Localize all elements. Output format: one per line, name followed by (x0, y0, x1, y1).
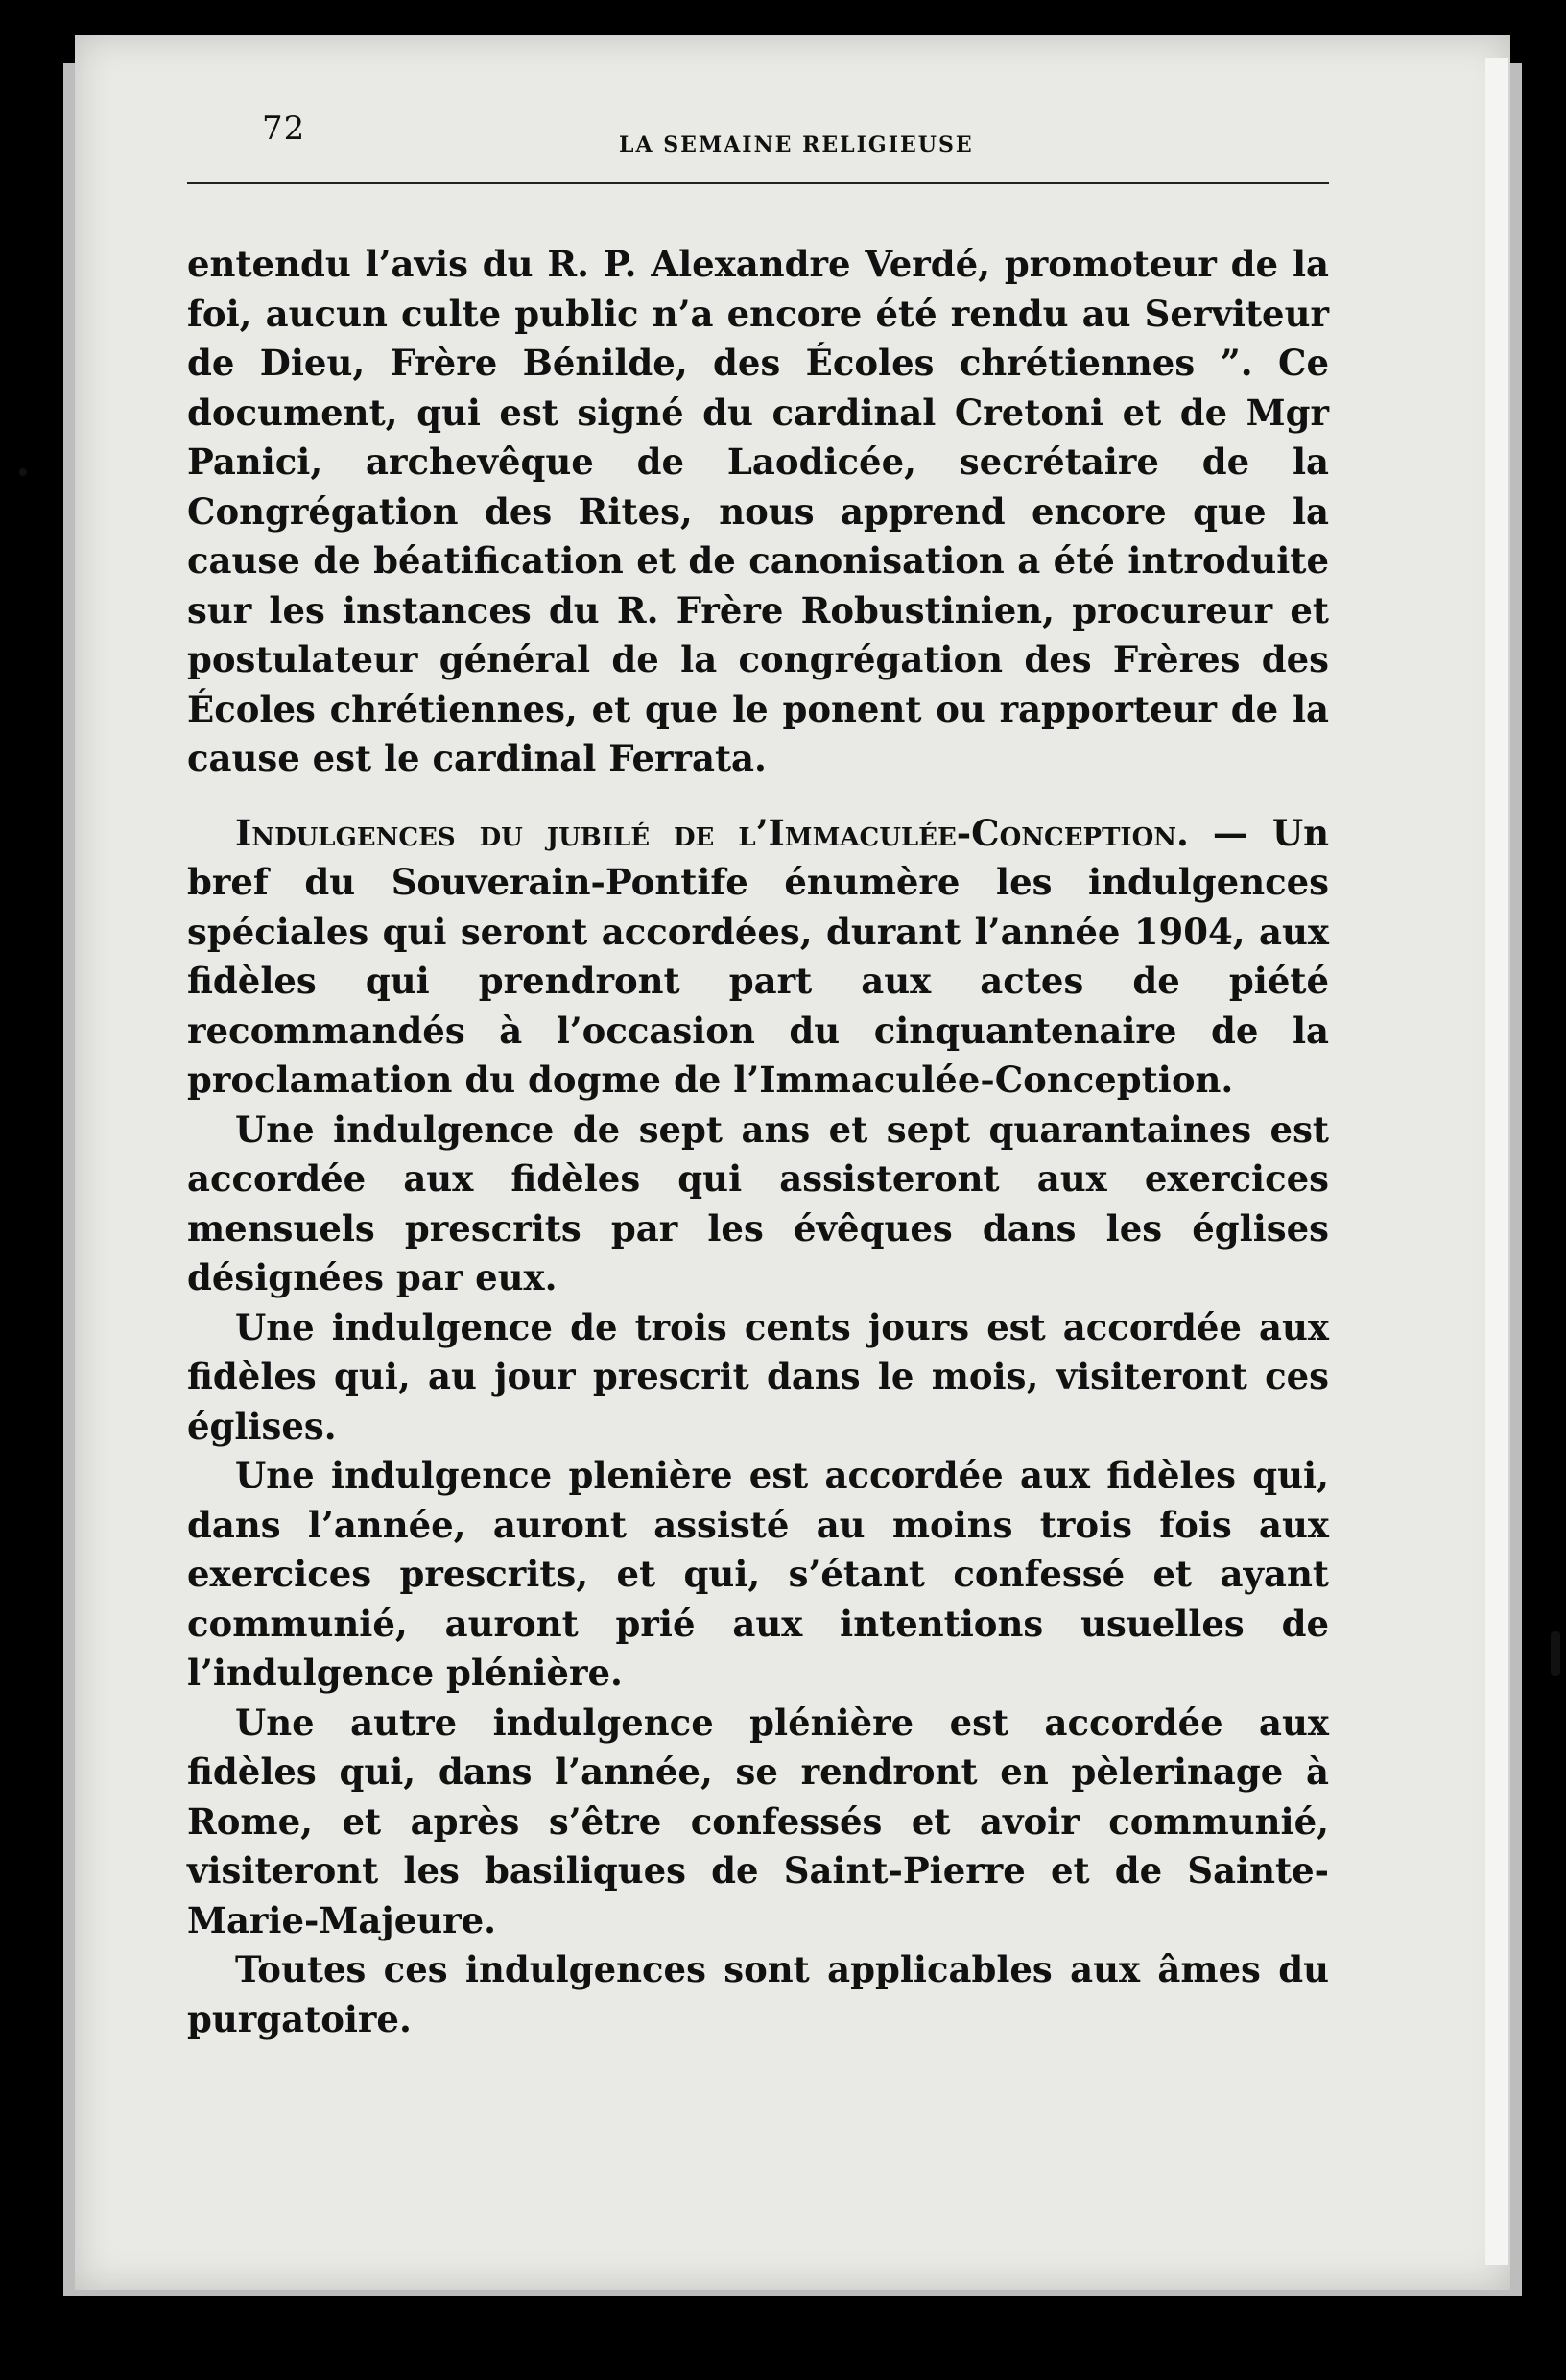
paragraph-text: — Un bref du Souverain-Pontife énumère les indulgences spéciales qui seront accordées, durant l’année 1904, aux fidèles qui prendront part aux actes de piété recommandés à l’occasion du cinquantenaire de la proclamation du dogme de l’Immaculée-Conception. (187, 811, 1329, 1101)
page-body (187, 240, 1329, 2044)
paragraph-continuation: entendu l’avis du R. P. Alexandre Verdé, promoteur de la foi, aucun culte public n’a encore été rendu au Serviteur de Dieu, Frère Bénilde, des Écoles chrétiennes ”. Ce document, qui est signé du cardinal Cretoni et de Mgr Panici, archevêque de Laodicée, secrétaire de la Congrégation des Rites, nous apprend encore que la cause de béatification et de canonisation a été introduite sur les instances du R. Frère Robustinien, procureur et postulateur général de la congrégation des Frères des Écoles chrétiennes, et que le ponent ou rapporteur de la cause est le cardinal Ferrata. (187, 243, 1329, 779)
page-edge (1485, 58, 1508, 2265)
page-number: 72 (262, 109, 306, 148)
paragraph: Une indulgence plenière est accordée aux fidèles qui, dans l’année, auront assisté au moins trois fois aux exercices prescrits, et qui, s’étant confessé et ayant communié, auront prié aux intentions usuelles de l’indulgence plénière. (187, 1454, 1329, 1694)
paragraph-indulgences (187, 809, 1329, 1106)
page-header (187, 106, 1329, 184)
ink-speck (1551, 1631, 1560, 1676)
paragraph: Une indulgence de trois cents jours est accordée aux fidèles qui, au jour prescrit dans le mois, visiteront ces églises. (187, 1305, 1329, 1447)
text-block (187, 106, 1329, 2044)
paragraph: Une autre indulgence plénière est accordée aux fidèles qui, dans l’année, se rendront en pèlerinage à Rome, et après s’être confessés et avoir communié, visiteront les basiliques de Saint-Pierre et de Sainte-Marie-Majeure. (187, 1701, 1329, 1941)
running-head: LA SEMAINE RELIGIEUSE (619, 132, 974, 157)
paragraph: Toutes ces indulgences sont applicables aux âmes du purgatoire. (187, 1948, 1329, 2040)
paragraph: Une indulgence de sept ans et sept quarantaines est accordée aux fidèles qui assisteront aux exercices mensuels prescrits par les évêques dans les églises désignées par eux. (187, 1107, 1329, 1298)
section-heading: Indulgences du jubilé de l’Immaculée-Conception. (235, 811, 1189, 854)
ink-speck (19, 468, 27, 476)
